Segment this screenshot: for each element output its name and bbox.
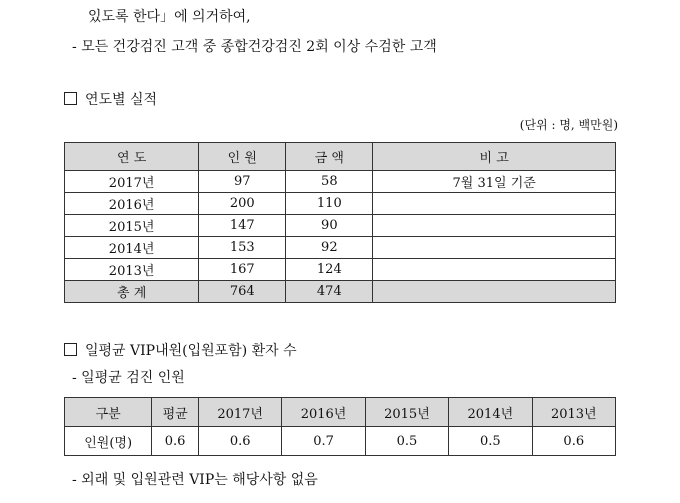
section-heading-yearly [64, 89, 157, 109]
value-cell: 0.6 [198, 427, 281, 456]
header-cell: 인 원 [199, 143, 286, 171]
header-cell: 구분 [65, 398, 152, 427]
unit-note: (단위 : 명, 백만원) [519, 118, 618, 132]
value-cell: 0.5 [365, 427, 448, 456]
year-cell: 2015년 [65, 215, 199, 237]
amount-cell: 110 [286, 193, 373, 215]
total-amount-cell: 474 [286, 281, 373, 303]
header-cell: 2017년 [198, 398, 281, 427]
row-label-cell: 인원(명) [65, 427, 152, 456]
amount-cell: 92 [286, 237, 373, 259]
table-row [65, 237, 616, 259]
total-note-cell [373, 281, 616, 303]
table-row [65, 171, 616, 193]
year-cell: 2016년 [65, 193, 199, 215]
table-row [65, 193, 616, 215]
header-cell: 연 도 [65, 143, 199, 171]
table-row [65, 259, 616, 281]
table-total-row [65, 281, 616, 303]
year-cell: 2017년 [65, 171, 199, 193]
value-cell: 0.6 [152, 427, 199, 456]
daily-average-table [64, 397, 616, 456]
total-label-cell: 총 계 [65, 281, 199, 303]
count-cell: 153 [199, 237, 286, 259]
section-title: 일평균 VIP내원(입원포함) 환자 수 [85, 343, 297, 359]
checkbox-square-icon [64, 343, 77, 356]
table-row [65, 215, 616, 237]
header-cell: 비 고 [373, 143, 616, 171]
table-row [65, 427, 616, 456]
value-cell: 0.6 [532, 427, 615, 456]
footer-note: - 외래 및 입원관련 VIP는 해당사항 없음 [72, 472, 318, 488]
intro-line: 있도록 한다」에 의거하여, [88, 9, 251, 25]
header-cell: 2015년 [365, 398, 448, 427]
header-cell: 평균 [152, 398, 199, 427]
table-header-row [65, 143, 616, 171]
count-cell: 147 [199, 215, 286, 237]
count-cell: 97 [199, 171, 286, 193]
amount-cell: 90 [286, 215, 373, 237]
note-cell [373, 215, 616, 237]
note-cell [373, 237, 616, 259]
table-header-row [65, 398, 616, 427]
header-cell: 2013년 [532, 398, 615, 427]
year-cell: 2013년 [65, 259, 199, 281]
subheading: - 일평균 검진 인원 [72, 370, 185, 386]
value-cell: 0.7 [282, 427, 365, 456]
count-cell: 200 [199, 193, 286, 215]
header-cell: 2014년 [449, 398, 532, 427]
checkbox-square-icon [64, 92, 77, 105]
yearly-results-table [64, 142, 616, 303]
note-cell [373, 259, 616, 281]
amount-cell: 58 [286, 171, 373, 193]
year-cell: 2014년 [65, 237, 199, 259]
count-cell: 167 [199, 259, 286, 281]
total-count-cell: 764 [199, 281, 286, 303]
header-cell: 2016년 [282, 398, 365, 427]
header-cell: 금 액 [286, 143, 373, 171]
section-title: 연도별 실적 [85, 92, 158, 108]
section-heading-vip [64, 340, 297, 360]
value-cell: 0.5 [449, 427, 532, 456]
bullet-line: - 모든 건강검진 고객 중 종합건강검진 2회 이상 수검한 고객 [72, 39, 437, 55]
amount-cell: 124 [286, 259, 373, 281]
note-cell: 7월 31일 기준 [373, 171, 616, 193]
note-cell [373, 193, 616, 215]
